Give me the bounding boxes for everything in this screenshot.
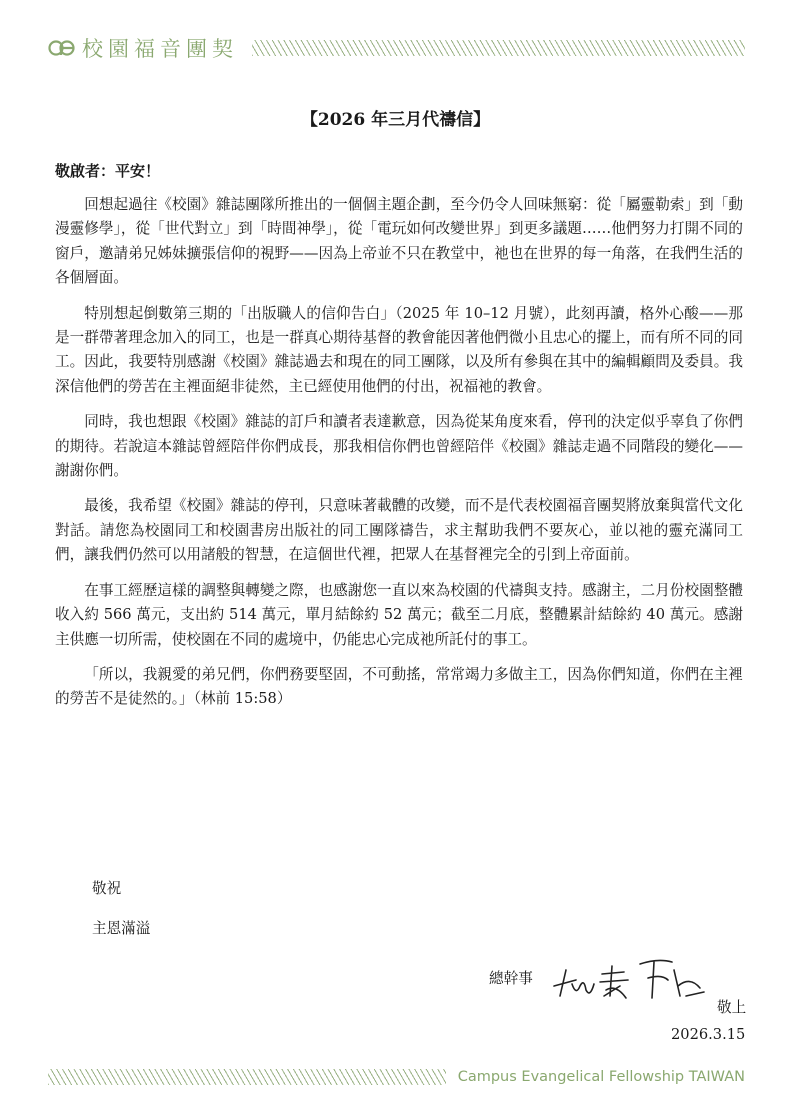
- signer-title: 總幹事: [489, 970, 533, 987]
- letter-body: [55, 193, 743, 723]
- page-header: [48, 34, 745, 62]
- paragraph: 回想起過往《校園》雜誌團隊所推出的一個個主題企劃，至今仍令人回味無窮：從「屬靈勒索」到「動漫靈修學」，從「世代對立」到「時間神學」，從「電玩如何改變世界」到更多議題……他們努力打開不同的窗戶，邀請弟兄姊妹擴張信仰的視野——因為上帝並不只在教堂中，祂也在世界的每一角落，在我們生活的各個層面。: [55, 196, 743, 287]
- paragraph: 在事工經歷這樣的調整與轉變之際，也感謝您一直以來為校園的代禱與支持。感謝主，二月份校園整體收入約 566 萬元，支出約 514 萬元，單月結餘約 52 萬元；截至二月底，整體累計結餘約 40 萬元。感謝主供應一切所需，使校園在不同的處境中，仍能忠心完成祂所託付的事工。: [55, 581, 743, 648]
- handwritten-signature: [550, 956, 710, 1002]
- cef-logo-icon: [48, 37, 76, 59]
- paragraph: 最後，我希望《校園》雜誌的停刊，只意味著載體的改變，而不是代表校園福音團契將放棄與當代文化對話。請您為校園同工和校園書房出版社的同工團隊禱告，求主幫助我們不要灰心，並以祂的靈充滿同工們，讓我們仍然可以用諸般的智慧，在這個世代裡，把眾人在基督裡完全的引到上帝面前。: [55, 497, 743, 564]
- header-hatch-divider: [252, 40, 745, 56]
- footer-organization: Campus Evangelical Fellowship TAIWAN: [457, 1069, 745, 1085]
- closing-line-1: 敬祝: [92, 880, 122, 897]
- signoff: 敬上: [717, 999, 747, 1016]
- scripture-quote: 「所以，我親愛的弟兄們，你們務要堅固，不可動搖，常常竭力多做主工，因為你們知道，你們在主裡的勞苦不是徒然的。」（林前 15:58）: [55, 665, 743, 708]
- paragraph: 特別想起倒數第三期的「出版職人的信仰告白」（2025 年 10–12 月號），此刻再讀，格外心酸——那是一群帶著理念加入的同工，也是一群真心期待基督的教會能因著他們微小且忠心的擺上，而有所不同的同工。因此，我要特別感謝《校園》雜誌過去和現在的同工團隊，以及所有參與在其中的編輯顧問及委員。我深信他們的勞苦在主裡面絕非徒然，主已經使用他們的付出，祝福祂的教會。: [55, 304, 743, 395]
- letter-date: 2026.3.15: [671, 1026, 746, 1043]
- letter-greeting: 敬啟者：平安！: [55, 162, 161, 180]
- paragraph: 同時，我也想跟《校園》雜誌的訂戶和讀者表達歉意，因為從某角度來看，停刊的決定似乎辜負了你們的期待。若說這本雜誌曾經陪伴你們成長，那我相信你們也曾經陪伴《校園》雜誌走過不同階段的變化——謝謝你們。: [55, 413, 743, 480]
- letter-title: 【2026 年三月代禱信】: [300, 110, 491, 130]
- page-footer: [48, 1066, 745, 1088]
- closing-line-2: 主恩滿溢: [92, 920, 151, 937]
- brand-name: 校園福音團契: [82, 37, 238, 61]
- footer-hatch-divider: [48, 1069, 446, 1085]
